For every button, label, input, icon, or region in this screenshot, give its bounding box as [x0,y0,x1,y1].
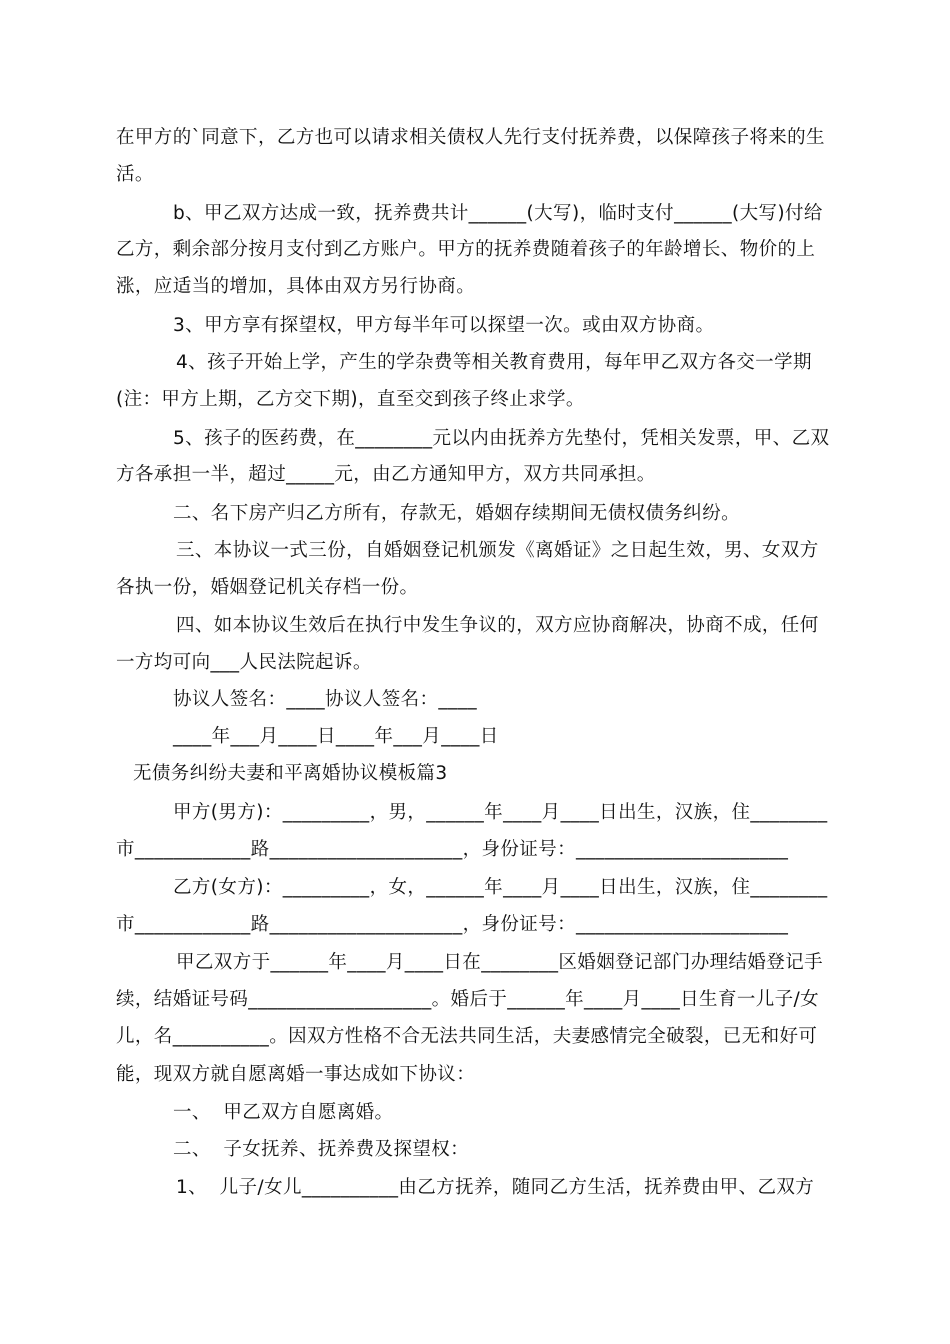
text-line: 涨，应适当的增加，具体由双方另行协商。 [116,276,476,297]
text-line: 市____________路____________________，身份证号：______________________ [116,839,789,860]
text-line: 各执一份，婚姻登记机关存档一份。 [116,577,419,598]
text-line: 4、孩子开始上学，产生的学杂费等相关教育费用，每年甲乙双方各交一学期 [176,352,812,373]
section-title: 无债务纠纷夫妻和平离婚协议模板篇3 [133,763,448,784]
text-line: 3、甲方享有探望权，甲方每半年可以探望一次。或由双方协商。 [173,315,715,336]
text-line: 甲方(男方)：_________，男，______年____月____日出生，汉族，住________ [173,802,828,823]
date-line: ____年___月____日____年___月____日 [173,726,499,747]
signature-line: 协议人签名：____协议人签名：____ [173,689,478,710]
text-line: 一方均可向___人民法院起诉。 [116,652,372,673]
text-line: 续，结婚证号码___________________。婚后于______年____月____日生育一儿子/女 [116,989,820,1010]
text-line: 在甲方的`同意下，乙方也可以请求相关债权人先行支付抚养费，以保障孩子将来的生 [116,127,825,148]
text-line: 活。 [116,164,154,185]
text-line: 四、如本协议生效后在执行中发生争议的，双方应协商解决，协商不成，任何 [176,615,819,636]
text-line: 乙方，剩余部分按月支付到乙方账户。甲方的抚养费随着孩子的年龄增长、物价的上 [116,239,816,260]
text-line: 1、 儿子/女儿__________由乙方抚养，随同乙方生活，抚养费由甲、乙双方 [176,1177,815,1198]
text-line: 5、孩子的医药费，在________元以内由抚养方先垫付，凭相关发票，甲、乙双 [173,428,830,449]
text-line: 方各承担一半，超过_____元，由乙方通知甲方，双方共同承担。 [116,464,656,485]
text-line: 一、 甲乙双方自愿离婚。 [173,1102,394,1123]
text-line: 儿，名__________。因双方性格不合无法共同生活，夫妻感情完全破裂，已无和好可 [116,1026,818,1047]
text-line: 二、 子女抚养、抚养费及探望权： [173,1139,470,1160]
text-line: (注：甲方上期，乙方交下期)，直至交到孩子终止求学。 [116,389,585,410]
text-line: 能，现双方就自愿离婚一事达成如下协议： [116,1064,476,1085]
text-line: b、甲乙双方达成一致，抚养费共计______(大写)，临时支付______(大写)付给 [173,203,823,224]
text-line: 市____________路____________________，身份证号：______________________ [116,914,789,935]
text-line: 二、名下房产归乙方所有，存款无，婚姻存续期间无债权债务纠纷。 [173,503,741,524]
text-line: 三、本协议一式三份，自婚姻登记机颁发《离婚证》之日起生效，男、女双方 [176,540,819,561]
text-line: 甲乙双方于______年____月____日在________区婚姻登记部门办理结婚登记手 [176,952,824,973]
text-line: 乙方(女方)：_________，女，______年____月____日出生，汉族，住________ [173,877,828,898]
